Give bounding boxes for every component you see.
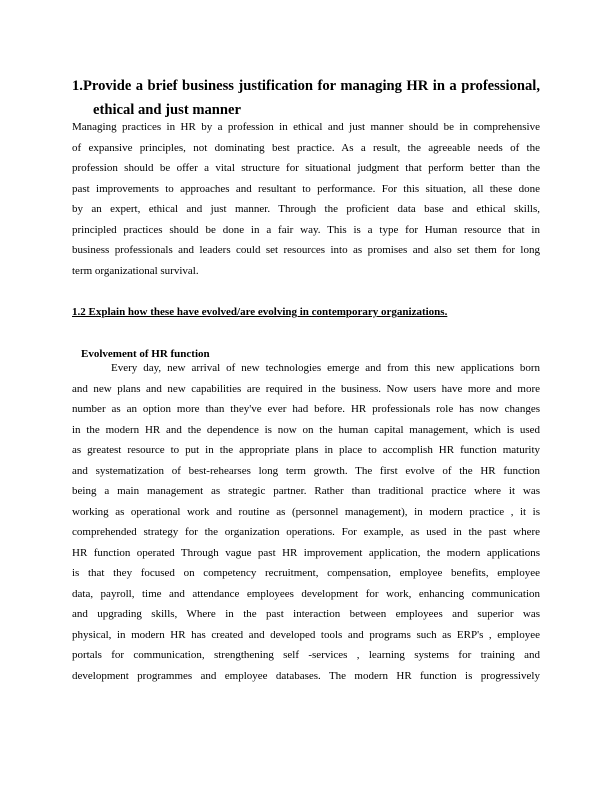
text-line: Managing practices in HR by a profession in ethical and just manner should be in comprehensive xyxy=(72,121,540,133)
text-line: is that they focused on competency recruitment, compensation, employee benefits, employee xyxy=(72,567,540,579)
text-line: past improvements to approaches and resultant to performance. For this situation, all these done xyxy=(72,182,540,195)
text-line: and new plans and new capabilities are required in the business. Now users have more and more xyxy=(72,382,540,395)
text-line: principled practices should be done in a fair way. This is a type for Human resource that in xyxy=(72,223,540,236)
text-line: number as an option more than they've ever had before. HR professionals role has now changes xyxy=(72,403,540,415)
text-line: term organizational survival. xyxy=(72,264,199,277)
text-line: and upgrading skills, Where in the past interaction between employees and superior was xyxy=(72,608,540,620)
heading-1-line: ethical and just manner xyxy=(93,102,241,118)
text-line: Every day, new arrival of new technologies emerge and from this new applications born xyxy=(111,362,540,374)
text-line: HR function operated Through vague past HR improvement application, the modern applications xyxy=(72,546,540,559)
text-line: physical, in modern HR has created and developed tools and programs such as ERP's , employee xyxy=(72,628,540,641)
text-line: working as operational work and routine as (personnel management), in modern practice , it is xyxy=(72,505,540,518)
text-line: portals for communication, strengthening self -services , learning systems for training and xyxy=(72,649,540,661)
text-line: data, payroll, time and attendance employees development for work, enhancing communication xyxy=(72,587,540,600)
text-line: comprehended strategy for the organization operations. For example, as used in the past where xyxy=(72,526,540,538)
paragraph-1 xyxy=(72,117,540,281)
subheading-evolvement: Evolvement of HR function xyxy=(81,348,210,360)
text-line: being a main management as strategic partner. Rather than traditional practice where it was xyxy=(72,485,540,497)
text-line: business professionals and leaders could set resources into as promises and also set them for long xyxy=(72,244,540,256)
text-line: of expansive principles, not dominating best practice. As a result, the agreeable needs of the xyxy=(72,141,540,154)
text-line: as greatest resource to put in the appropriate plans in place to accomplish HR function maturity xyxy=(72,444,540,456)
heading-1-2: 1.2 Explain how these have evolved/are evolving in contemporary organizations. xyxy=(72,306,448,318)
text-line: in the modern HR and the dependence is now on the human capital management, which is used xyxy=(72,423,540,436)
heading-1 xyxy=(72,74,540,122)
text-line: development programmes and employee databases. The modern HR function is progressively xyxy=(72,669,540,682)
heading-1-line: 1.Provide a brief business justification for managing HR in a professional, xyxy=(72,78,540,94)
text-line: and systematization of best-rehearses long term growth. The first evolve of the HR function xyxy=(72,464,540,477)
text-line: by an expert, ethical and just manner. Through the proficient data base and ethical skills, xyxy=(72,203,540,215)
text-line: profession should be offer a vital structure for situational judgment that perform better than the xyxy=(72,162,540,174)
paragraph-2 xyxy=(72,358,540,686)
